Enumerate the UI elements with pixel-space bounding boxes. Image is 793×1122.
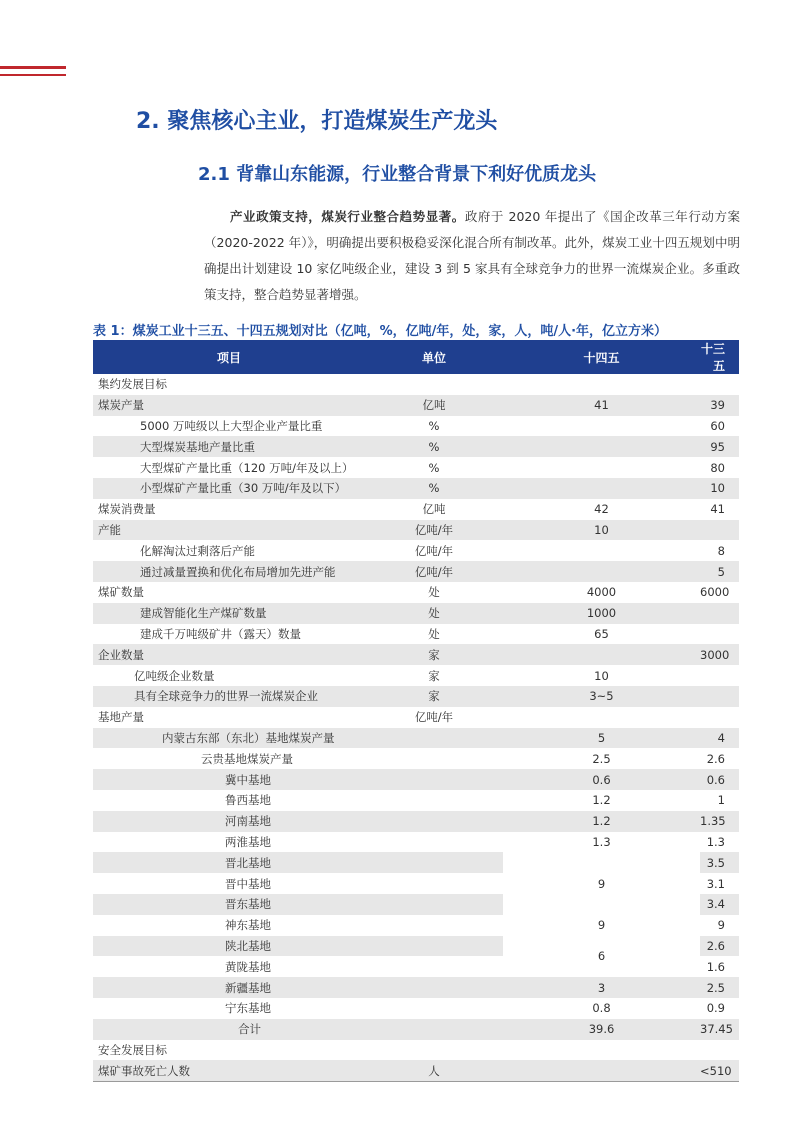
table-row bbox=[93, 707, 739, 728]
table-row bbox=[93, 748, 739, 769]
cell-unit bbox=[365, 894, 503, 915]
header-rule-thin bbox=[0, 74, 66, 76]
table-row bbox=[93, 1040, 739, 1061]
cell-14th-plan: 10 bbox=[594, 668, 609, 683]
cell-unit bbox=[365, 811, 503, 832]
cell-14th-plan: 2.5 bbox=[592, 751, 611, 766]
cell-14th-plan bbox=[503, 1060, 700, 1081]
cell-item: 冀中基地 bbox=[93, 769, 365, 790]
table-row bbox=[93, 998, 739, 1019]
cell-14th-plan: 41 bbox=[503, 395, 700, 416]
cell-13th-plan: 5 bbox=[700, 561, 739, 582]
header-rule-thick bbox=[0, 66, 66, 69]
cell-item: 通过减量置换和优化布局增加先进产能 bbox=[93, 561, 365, 582]
table-row bbox=[93, 915, 739, 936]
table-row bbox=[93, 686, 739, 707]
cell-14th-plan: 1.2 bbox=[503, 811, 700, 832]
cell-item: 煤矿数量 bbox=[98, 585, 144, 600]
table-row bbox=[93, 478, 739, 499]
cell-unit bbox=[365, 977, 503, 998]
cell-13th-plan: 1.3 bbox=[706, 834, 725, 849]
cell-13th-plan: 10 bbox=[700, 478, 739, 499]
cell-item: 煤矿事故死亡人数 bbox=[93, 1060, 365, 1081]
cell-item: 基地产量 bbox=[98, 710, 144, 725]
cell-item: 鲁西基地 bbox=[225, 793, 271, 808]
header-unit: 单位 bbox=[365, 340, 503, 374]
cell-unit: 处 bbox=[365, 603, 503, 624]
cell-13th-plan: <510 bbox=[700, 1060, 739, 1081]
cell-item: 具有全球竞争力的世界一流煤炭企业 bbox=[93, 686, 365, 707]
table-row bbox=[93, 561, 739, 582]
cell-unit: % bbox=[365, 436, 503, 457]
cell-unit bbox=[365, 1019, 503, 1040]
table-row bbox=[93, 644, 739, 665]
table-row bbox=[93, 852, 739, 873]
cell-unit bbox=[365, 936, 503, 957]
cell-13th-plan: 37.45 bbox=[700, 1019, 739, 1040]
cell-14th-plan: 6 bbox=[503, 936, 700, 978]
cell-13th-plan: 3.4 bbox=[700, 894, 739, 915]
subsection-title: 2.1 背靠山东能源，行业整合背景下利好优质龙头 bbox=[198, 164, 597, 185]
body-paragraph bbox=[204, 204, 740, 308]
cell-13th-plan: 4 bbox=[700, 728, 739, 749]
cell-14th-plan: 65 bbox=[594, 626, 609, 641]
cell-item: 集约发展目标 bbox=[98, 377, 167, 392]
cell-item: 产能 bbox=[93, 520, 365, 541]
cell-13th-plan: 1.6 bbox=[706, 959, 725, 974]
table-body bbox=[93, 374, 739, 1082]
cell-14th-plan bbox=[503, 707, 700, 728]
cell-13th-plan bbox=[700, 603, 739, 624]
cell-unit: 亿吨/年 bbox=[365, 520, 503, 541]
cell-13th-plan: 3.5 bbox=[700, 852, 739, 873]
cell-14th-plan: 5 bbox=[503, 728, 700, 749]
cell-item: 亿吨级企业数量 bbox=[134, 668, 215, 683]
cell-unit bbox=[365, 998, 503, 1019]
cell-item: 河南基地 bbox=[93, 811, 365, 832]
cell-unit: 家 bbox=[428, 668, 440, 683]
cell-item: 企业数量 bbox=[93, 644, 365, 665]
table-row bbox=[93, 582, 739, 603]
table-row bbox=[93, 1019, 739, 1040]
table-row bbox=[93, 665, 739, 686]
cell-14th-plan: 1.3 bbox=[592, 834, 611, 849]
cell-14th-plan bbox=[503, 1040, 700, 1061]
cell-item: 晋中基地 bbox=[225, 876, 271, 891]
cell-13th-plan bbox=[700, 707, 739, 728]
cell-14th-plan: 1.2 bbox=[592, 793, 611, 808]
cell-14th-plan: 1000 bbox=[503, 603, 700, 624]
cell-14th-plan: 42 bbox=[594, 502, 609, 517]
cell-13th-plan: 95 bbox=[700, 436, 739, 457]
cell-item: 云贵基地煤炭产量 bbox=[201, 751, 293, 766]
cell-13th-plan: 2.6 bbox=[700, 936, 739, 957]
table-row bbox=[93, 374, 739, 395]
table-row bbox=[93, 790, 739, 811]
cell-item: 晋东基地 bbox=[93, 894, 365, 915]
cell-item: 陕北基地 bbox=[93, 936, 365, 957]
cell-unit bbox=[365, 374, 503, 395]
cell-14th-plan: 9 bbox=[597, 918, 606, 933]
cell-13th-plan: 80 bbox=[710, 460, 725, 475]
cell-item: 两淮基地 bbox=[225, 834, 271, 849]
paragraph-lead: 产业政策支持，煤炭行业整合趋势显著。 bbox=[230, 209, 465, 224]
cell-unit bbox=[365, 873, 503, 894]
cell-unit: 亿吨/年 bbox=[414, 543, 454, 558]
cell-item: 建成千万吨级矿井（露天）数量 bbox=[140, 626, 301, 641]
cell-unit: 处 bbox=[428, 585, 440, 600]
cell-item: 煤炭消费量 bbox=[98, 502, 156, 517]
cell-item: 煤炭产量 bbox=[93, 395, 365, 416]
cell-14th-plan: 10 bbox=[503, 520, 700, 541]
cell-unit bbox=[365, 832, 503, 853]
cell-13th-plan bbox=[700, 624, 739, 645]
cell-13th-plan: 1 bbox=[717, 793, 725, 808]
cell-item: 大型煤炭基地产量比重 bbox=[93, 436, 365, 457]
table-row bbox=[93, 436, 739, 457]
plan-comparison-table bbox=[93, 340, 739, 1082]
cell-item: 建成智能化生产煤矿数量 bbox=[93, 603, 365, 624]
cell-unit: 家 bbox=[365, 644, 503, 665]
cell-13th-plan: 9 bbox=[717, 918, 725, 933]
cell-13th-plan: 2.5 bbox=[700, 977, 739, 998]
cell-13th-plan bbox=[700, 686, 739, 707]
table-row bbox=[93, 769, 739, 790]
cell-14th-plan: 9 bbox=[503, 852, 700, 914]
cell-14th-plan: 3 bbox=[503, 977, 700, 998]
cell-14th-plan: 39.6 bbox=[503, 1019, 700, 1040]
cell-14th-plan bbox=[503, 478, 700, 499]
cell-13th-plan: 6000 bbox=[700, 585, 730, 600]
table-row bbox=[93, 520, 739, 541]
cell-unit bbox=[365, 956, 503, 977]
cell-13th-plan: 0.9 bbox=[706, 1001, 725, 1016]
cell-14th-plan bbox=[503, 374, 700, 395]
table-row bbox=[93, 936, 739, 957]
table-row bbox=[93, 811, 739, 832]
cell-item: 化解淘汰过剩落后产能 bbox=[140, 543, 255, 558]
cell-unit: 处 bbox=[428, 626, 440, 641]
cell-unit: 人 bbox=[365, 1060, 503, 1081]
cell-unit: 亿吨/年 bbox=[414, 710, 454, 725]
cell-unit: 亿吨/年 bbox=[365, 561, 503, 582]
cell-14th-plan bbox=[503, 561, 700, 582]
cell-unit: % bbox=[365, 478, 503, 499]
table-title: 表 1：煤炭工业十三五、十四五规划对比（亿吨，%，亿吨/年，处，家，人，吨/人·年，亿立方米） bbox=[93, 324, 668, 339]
cell-13th-plan bbox=[700, 374, 739, 395]
cell-unit bbox=[365, 1040, 503, 1061]
cell-unit bbox=[365, 790, 503, 811]
cell-13th-plan bbox=[700, 520, 739, 541]
cell-unit: 亿吨 bbox=[422, 502, 446, 517]
cell-item: 5000 万吨级以上大型企业产量比重 bbox=[140, 418, 323, 433]
table-row bbox=[93, 832, 739, 853]
cell-unit bbox=[365, 852, 503, 873]
table-row bbox=[93, 1060, 739, 1081]
cell-13th-plan: 2.6 bbox=[706, 751, 725, 766]
table-row bbox=[93, 416, 739, 437]
cell-13th-plan: 1.35 bbox=[700, 811, 739, 832]
table-row bbox=[93, 457, 739, 478]
header-14th-plan: 十四五 bbox=[503, 340, 700, 374]
header-item: 项目 bbox=[93, 340, 365, 374]
cell-unit: % bbox=[428, 418, 440, 433]
table-row bbox=[93, 977, 739, 998]
cell-14th-plan: 0.8 bbox=[592, 1001, 611, 1016]
cell-13th-plan bbox=[700, 1040, 739, 1061]
cell-14th-plan: 0.6 bbox=[503, 769, 700, 790]
cell-item: 小型煤矿产量比重（30 万吨/年及以下） bbox=[93, 478, 365, 499]
table-row bbox=[93, 395, 739, 416]
cell-unit bbox=[365, 748, 503, 769]
cell-unit: 家 bbox=[365, 686, 503, 707]
cell-13th-plan: 60 bbox=[710, 418, 725, 433]
cell-item: 新疆基地 bbox=[93, 977, 365, 998]
cell-13th-plan bbox=[700, 665, 739, 686]
cell-unit bbox=[365, 728, 503, 749]
table-row bbox=[93, 499, 739, 520]
table-header-row bbox=[93, 340, 739, 374]
cell-item: 内蒙古东部（东北）基地煤炭产量 bbox=[93, 728, 365, 749]
cell-14th-plan: 3~5 bbox=[503, 686, 700, 707]
cell-14th-plan bbox=[503, 457, 700, 478]
section-title: 2. 聚焦核心主业，打造煤炭生产龙头 bbox=[136, 109, 498, 134]
cell-14th-plan: 4000 bbox=[586, 585, 617, 600]
cell-13th-plan: 3.1 bbox=[706, 876, 725, 891]
cell-item: 宁东基地 bbox=[225, 1001, 271, 1016]
cell-14th-plan bbox=[503, 540, 700, 561]
table-row bbox=[93, 540, 739, 561]
paragraph-text: 政府于 2020 年提出了《国企改革三年行动方案（2020-2022 年）》，明确提出要积极稳妥深化混合所有制改革。此外，煤炭工业十四五规划中明确提出计划建设 10 家亿吨级企业，建设 3 到 5 家具有全球竞争力的世界一流煤炭企业。多重政策支持，整合趋势显著增强。 bbox=[204, 209, 740, 302]
cell-13th-plan: 3000 bbox=[700, 644, 739, 665]
cell-item: 晋北基地 bbox=[93, 852, 365, 873]
cell-13th-plan: 39 bbox=[700, 395, 739, 416]
cell-item: 合计 bbox=[93, 1019, 365, 1040]
cell-item: 神东基地 bbox=[225, 918, 271, 933]
cell-unit bbox=[365, 915, 503, 936]
cell-14th-plan bbox=[503, 416, 700, 437]
table-row bbox=[93, 603, 739, 624]
table-row bbox=[93, 624, 739, 645]
cell-13th-plan: 41 bbox=[710, 502, 725, 517]
cell-13th-plan: 0.6 bbox=[700, 769, 739, 790]
cell-14th-plan bbox=[503, 436, 700, 457]
cell-13th-plan: 8 bbox=[717, 543, 725, 558]
header-13th-plan: 十三五 bbox=[700, 340, 739, 374]
cell-unit: % bbox=[428, 460, 440, 475]
cell-unit bbox=[365, 769, 503, 790]
cell-item: 大型煤矿产量比重（120 万吨/年及以上） bbox=[140, 460, 354, 475]
cell-item: 黄陇基地 bbox=[225, 959, 271, 974]
cell-unit: 亿吨 bbox=[365, 395, 503, 416]
table-row bbox=[93, 728, 739, 749]
cell-item: 安全发展目标 bbox=[98, 1042, 167, 1057]
cell-14th-plan bbox=[503, 644, 700, 665]
